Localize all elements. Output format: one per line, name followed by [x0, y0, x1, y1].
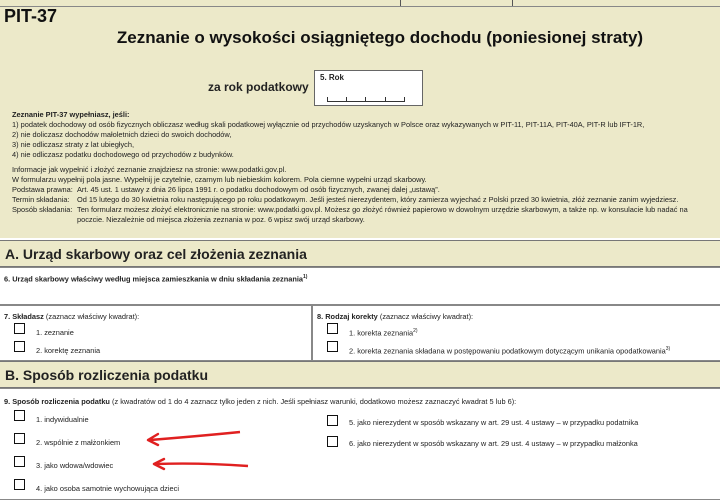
condition-item: 4) nie odliczasz podatku dochodowego od przychodów z budynków. — [12, 150, 234, 159]
option-label — [349, 328, 418, 337]
legal-row — [12, 205, 712, 225]
field-9-label — [4, 397, 516, 406]
legal-row — [12, 185, 712, 195]
field-8-hint: (zaznacz właściwy kwadrat): — [379, 312, 474, 321]
legal-key: Podstawa prawna: — [12, 185, 73, 194]
option-text: 2. korekta zeznania składana w postępowaniu podatkowym dotyczącym unikania opodatkowania — [349, 346, 666, 356]
legal-basis-block — [12, 185, 712, 225]
year-label: za rok podatkowy — [208, 80, 309, 94]
instructions-heading: Zeznanie PIT-37 wypełniasz, jeśli: — [12, 110, 130, 119]
footnote-ref: 1) — [303, 274, 308, 280]
option-label: 4. jako osoba samotnie wychowująca dzieci — [36, 484, 179, 493]
checkbox-korekta-zeznania[interactable] — [14, 341, 25, 352]
form-title: Zeznanie o wysokości osiągniętego dochodu (poniesionej straty) — [116, 28, 644, 47]
field-9-hint: (z kwadratów od 1 do 4 zaznacz tylko jeden z nich. Jeśli spełniasz warunki, dodatkowo możesz zaznaczyć kwadrat 5 lub 6): — [112, 397, 517, 406]
settlement-method-field — [0, 388, 720, 500]
checkbox-samotnie[interactable] — [14, 479, 25, 490]
top-divider — [512, 0, 513, 6]
field-6-label — [4, 274, 307, 283]
option-label: 3. jako wdowa/wdowiec — [36, 461, 114, 470]
legal-value: Art. 45 ust. 1 ustawy z dnia 26 lipca 1991 r. o podatku dochodowym od osób fizycznych, zwanej dalej „ustawą”. — [77, 185, 440, 194]
checkbox-wdowa-wdowiec[interactable] — [14, 456, 25, 467]
legal-value: Ten formularz możesz złożyć elektronicznie na stronie: www.podatki.gov.pl. Możesz go złożyć również papierowo w dowolnym urzędzie skarbowym, a także np. w konsulacie lub nadać na poczcie. Niezależnie od miejsca złożenia zeznania w poz. 6 wpisz swój urząd skarbowy. — [77, 205, 688, 224]
footnote-ref: 2) — [413, 328, 418, 334]
option-label: 1. indywidualnie — [36, 415, 89, 424]
top-border — [0, 0, 720, 7]
legal-key: Termin składania: — [12, 195, 70, 204]
legal-row — [12, 195, 712, 205]
field-7-hint: (zaznacz właściwy kwadrat): — [45, 312, 140, 321]
option-label — [349, 346, 670, 355]
checkbox-korekta-unikanie[interactable] — [327, 341, 338, 352]
checkbox-zeznanie[interactable] — [14, 323, 25, 334]
year-input-box[interactable] — [314, 70, 423, 106]
option-label: 2. wspólnie z małżonkiem — [36, 438, 121, 447]
condition-item: 2) nie doliczasz dochodów małoletnich dzieci do swoich dochodów, — [12, 130, 232, 139]
submission-type-field — [0, 305, 312, 361]
top-divider — [400, 0, 401, 6]
option-label: 6. jako nierezydent w sposób wskazany w art. 29 ust. 4 ustawy – w przypadku małżonka — [349, 439, 638, 448]
form-code: PIT-37 — [4, 6, 58, 26]
field-8-title: 8. Rodzaj korekty — [317, 312, 378, 321]
year-field-label: 5. Rok — [320, 73, 345, 82]
note-item: Informacje jak wypełnić i złożyć zeznanie znajdziesz na stronie: www.podatki.gov.pl. — [12, 165, 287, 174]
condition-item: 3) nie odliczasz straty z lat ubiegłych, — [12, 140, 134, 149]
checkbox-nierezydent-podatnik[interactable] — [327, 415, 338, 426]
option-label: 5. jako nierezydent w sposób wskazany w art. 29 ust. 4 ustawy – w przypadku podatnika — [349, 418, 639, 427]
field-8-label — [317, 312, 473, 321]
footnote-ref: 3) — [665, 346, 671, 352]
checkbox-korekta[interactable] — [327, 323, 338, 334]
year-digit-ticks — [327, 97, 405, 102]
section-b-heading: B. Sposób rozliczenia podatku — [0, 361, 720, 388]
field-9-title: 9. Sposób rozliczenia podatku — [4, 397, 110, 406]
option-label: 1. zeznanie — [36, 328, 74, 337]
form-header — [0, 0, 720, 238]
option-text: 1. korekta zeznania — [349, 328, 414, 338]
annotation-arrow-icon — [150, 455, 260, 475]
field-6-text: 6. Urząd skarbowy właściwy według miejsca zamieszkania w dniu składania zeznania — [4, 274, 304, 284]
field-7-label — [4, 312, 139, 321]
legal-value: Od 15 lutego do 30 kwietnia roku następującego po roku podatkowym. Jeśli jesteś nierezydentem, który zamierza wyjechać z Polski przed 30 kwietnia, złóż zeznanie zanim wyjedziesz. — [77, 195, 679, 204]
note-item: W formularzu wypełnij pola jasne. Wypełnij je czytelnie, czarnym lub niebieskim kolorem. Pola ciemne wypełni urząd skarbowy. — [12, 175, 427, 184]
correction-type-field — [312, 305, 720, 361]
condition-item: 1) podatek dochodowy od osób fizycznych obliczasz według skali podatkowej wyłącznie od przychodów uzyskanych w Polsce oraz wykazywanych w PIT-11, PIT-11A, PIT-40A, PIT-R lub IFT-1R, — [12, 120, 645, 129]
instructions-block — [12, 110, 712, 185]
checkbox-wspolnie[interactable] — [14, 433, 25, 444]
field-7-title: 7. Składasz — [4, 312, 44, 321]
option-label: 2. korektę zeznania — [36, 346, 101, 355]
section-a-heading: A. Urząd skarbowy oraz cel złożenia zeznania — [0, 240, 720, 267]
checkbox-indywidualnie[interactable] — [14, 410, 25, 421]
tax-office-field[interactable] — [0, 267, 720, 305]
checkbox-nierezydent-malzonek[interactable] — [327, 436, 338, 447]
legal-key: Sposób składania: — [12, 205, 73, 214]
